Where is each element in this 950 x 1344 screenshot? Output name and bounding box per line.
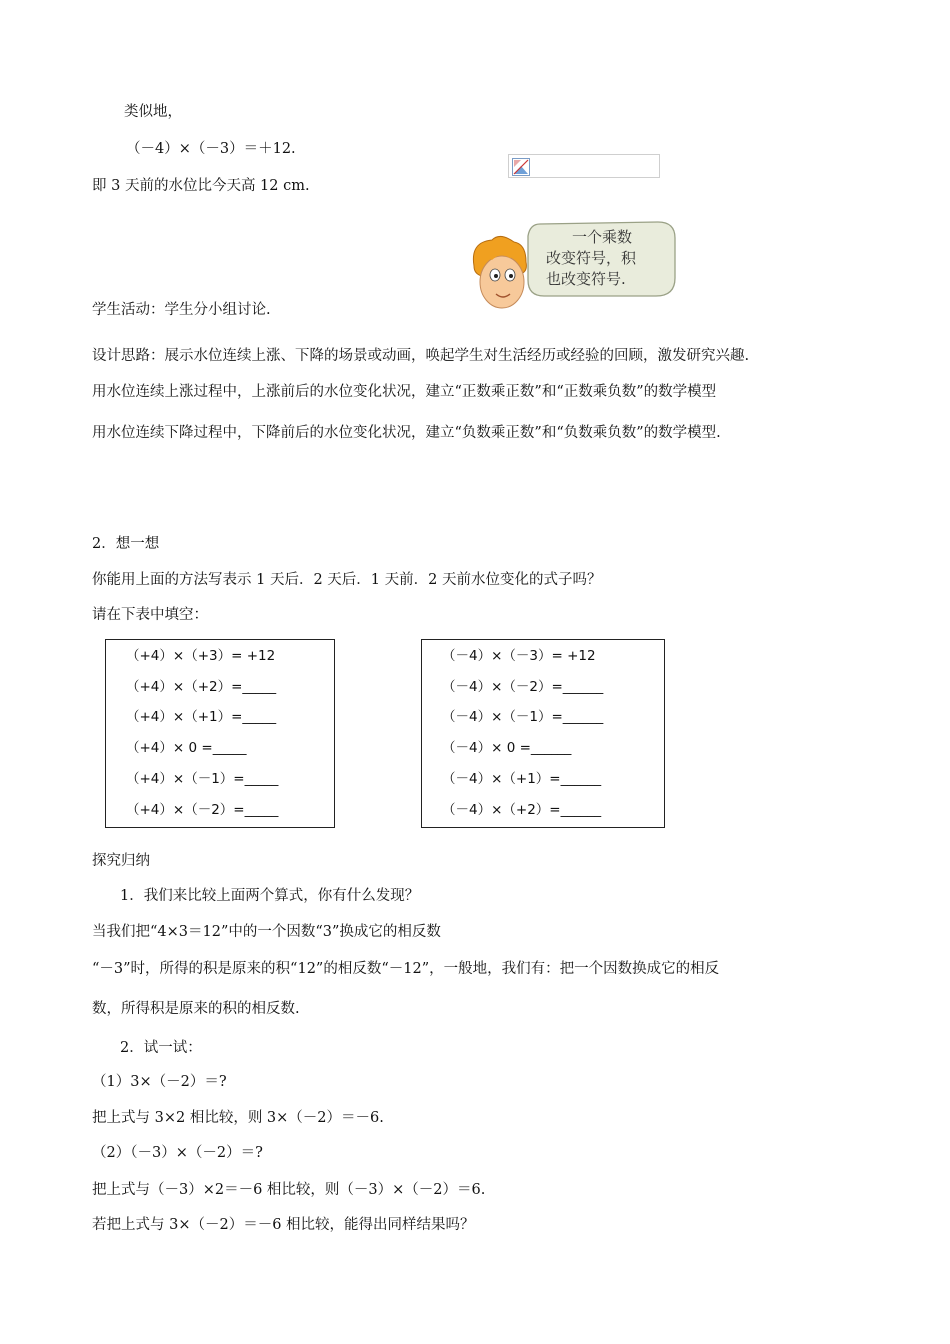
table-left-row: （+4）×（+3）= +12: [126, 648, 276, 664]
table-left-row: （+4）×（－2）=_____: [126, 802, 279, 818]
table-left: [105, 639, 335, 828]
text-when-we: 当我们把“4×3＝12”中的一个因数“3”换成它的相反数: [92, 924, 441, 940]
bubble-line-2: 改变符号，积: [546, 249, 637, 267]
table-right: [421, 639, 665, 828]
text-question: 你能用上面的方法写表示 1 天后．2 天后．1 天前．2 天前水位变化的式子吗？: [92, 572, 602, 588]
text-equation-example: （－4）×（－3）＝＋12.: [126, 141, 296, 157]
text-fill-in: 请在下表中填空：: [92, 607, 208, 623]
bubble-line-1: 一个乘数: [572, 228, 633, 246]
section-summary: 探究归纳: [92, 853, 150, 869]
text-compare: 1．我们来比较上面两个算式，你有什么发现？: [120, 888, 420, 904]
table-left-row: （+4）× 0 =_____: [126, 740, 247, 756]
text-rule-1: “－3”时，所得的积是原来的积“12”的相反数“－12”，一般地，我们有：把一个因数换成它的相反: [92, 961, 720, 977]
text-falling-model: 用水位连续下降过程中，下降前后的水位变化状况，建立“负数乘正数”和“负数乘负数”的数学模型.: [92, 425, 721, 441]
text-rule-2: 数，所得积是原来的积的相反数.: [92, 1001, 300, 1017]
section-think: 2．想一想: [92, 536, 160, 552]
text-try-2-answer: 把上式与（－3）×2＝－6 相比较，则（－3）×（－2）＝6.: [92, 1182, 486, 1198]
table-left-row: （+4）×（+1）=_____: [126, 709, 277, 725]
text-student-activity: 学生活动：学生分小组讨论.: [92, 302, 271, 318]
table-right-row: （－4）×（+2）=______: [442, 802, 602, 818]
bubble-line-3: 也改变符号.: [546, 270, 626, 288]
text-rising-model: 用水位连续上涨过程中，上涨前后的水位变化状况，建立“正数乘正数”和“正数乘负数”的数学模型: [92, 384, 717, 400]
table-left-row: （+4）×（－1）=_____: [126, 771, 279, 787]
text-design-idea: 设计思路：展示水位连续上涨、下降的场景或动画，唤起学生对生活经历或经验的回顾，激发研究兴趣.: [92, 348, 750, 364]
text-similarly: 类似地，: [124, 104, 182, 120]
text-try-2: （2）（－3）×（－2）＝?: [92, 1145, 263, 1161]
text-try-1-answer: 把上式与 3×2 相比较，则 3×（－2）＝－6.: [92, 1110, 384, 1126]
table-right-row: （－4）×（－1）=______: [442, 709, 604, 725]
text-3-days-ago: 即 3 天前的水位比今天高 12 cm.: [92, 178, 310, 194]
table-right-row: （－4）×（－3）= +12: [442, 648, 596, 664]
table-right-row: （－4）×（－2）=______: [442, 679, 604, 695]
text-try-question: 若把上式与 3×（－2）＝－6 相比较，能得出同样结果吗？: [92, 1217, 475, 1233]
table-right-row: （－4）× 0 =______: [442, 740, 572, 756]
cartoon-boy-icon: [470, 218, 685, 318]
section-try: 2．试一试：: [120, 1040, 202, 1056]
text-try-1: （1）3×（－2）＝?: [92, 1074, 227, 1090]
table-left-row: （+4）×（+2）=_____: [126, 679, 277, 695]
broken-image-icon: [512, 158, 530, 176]
broken-image-placeholder: [508, 154, 660, 178]
table-right-row: （－4）×（+1）=______: [442, 771, 602, 787]
